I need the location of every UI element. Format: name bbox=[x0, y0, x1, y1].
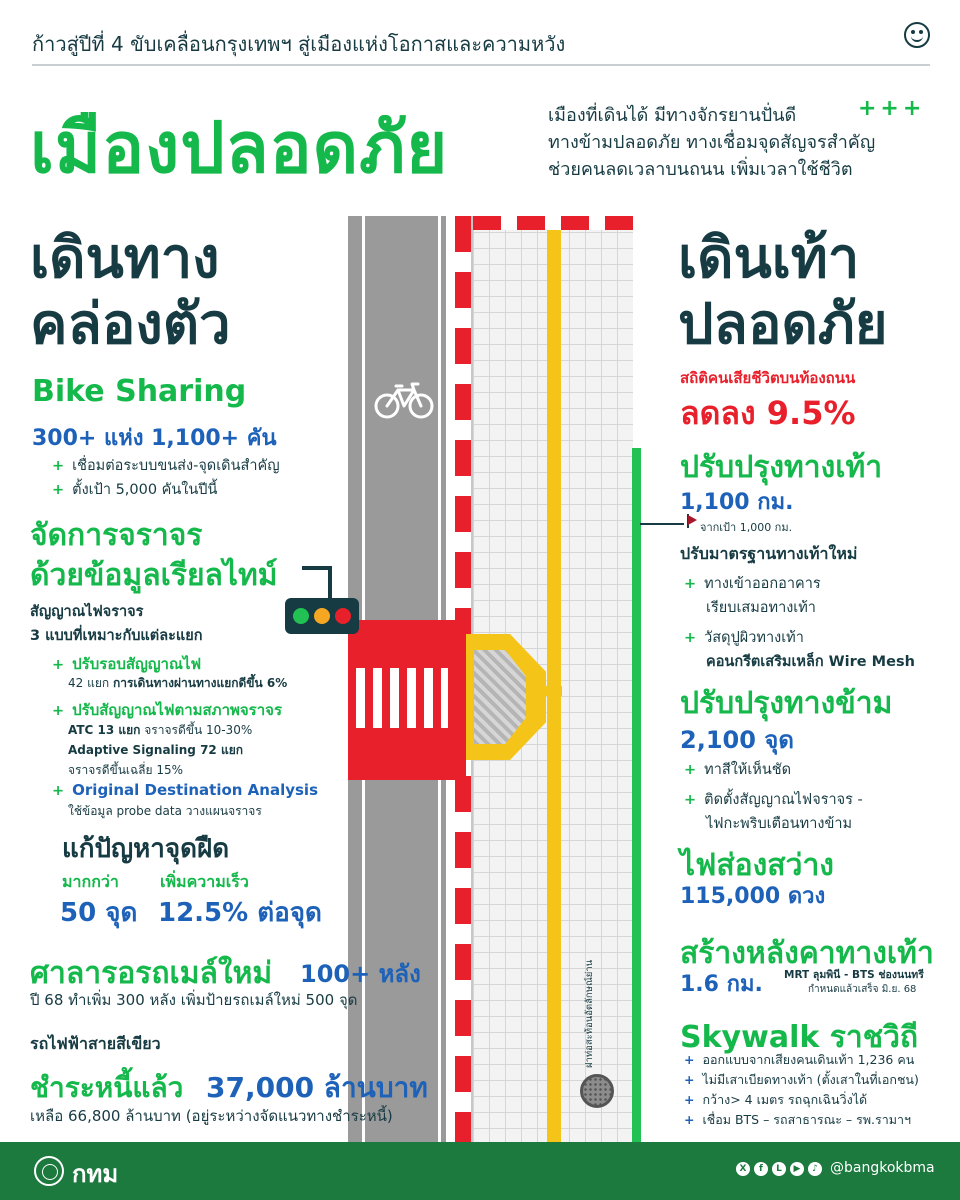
traffic-light-icon bbox=[285, 598, 359, 634]
plus-icon: + bbox=[684, 1072, 695, 1087]
traffic-item-adaptive-signal: + ปรับสัญญาณไฟตามสภาพจราจร bbox=[52, 701, 282, 719]
hero-title: เมืองปลอดภัย bbox=[30, 107, 449, 189]
amber-light bbox=[314, 608, 330, 624]
header-title: ก้าวสู่ปีที่ 4 ขับเคลื่อนกรุงเทพฯ สู่เมืองแห่งโอกาสและความหวัง bbox=[32, 32, 566, 56]
sidewalk-standard-title: ปรับมาตรฐานทางเท้าใหม่ bbox=[680, 544, 858, 563]
bus-shelter-count: 100+ หลัง bbox=[300, 960, 421, 988]
facebook-icon[interactable]: f bbox=[754, 1162, 768, 1176]
sidewalk-improvement-title: ปรับปรุงทางเท้า bbox=[680, 450, 883, 485]
bottleneck-speed-value: 12.5% ต่อจุด bbox=[158, 898, 322, 928]
plus-icon: + bbox=[684, 1092, 695, 1107]
manhole-cover-icon bbox=[580, 1074, 614, 1108]
green-line-label: รถไฟฟ้าสายสีเขียว bbox=[30, 1034, 161, 1053]
green-line-remaining: เหลือ 66,800 ล้านบาท (อยู่ระหว่างจัดแนวทางชำระหนี้) bbox=[30, 1107, 393, 1125]
red-light bbox=[335, 608, 351, 624]
crossing-count: 2,100 จุด bbox=[680, 726, 794, 754]
list-item: + วัสดุปูผิวทางเท้า คอนกรีตเสริมเหล็ก Wire Mesh bbox=[684, 630, 915, 670]
list-item: + ไม่มีเสาเบียดทางเท้า (ตั้งเสาในที่เอกชน) bbox=[684, 1072, 919, 1087]
bottleneck-speed-label: เพิ่มความเร็ว bbox=[160, 872, 249, 891]
plus-icon: + bbox=[684, 792, 697, 808]
road-death-value: ลดลง 9.5% bbox=[680, 394, 856, 432]
street-light-count: 115,000 ดวง bbox=[680, 884, 826, 909]
traffic-item-detail: 42 แยก การเดินทางผ่านทางแยกดีขึ้น 6% bbox=[68, 676, 288, 690]
plus-icon: + bbox=[52, 458, 65, 474]
list-item: + ติดตั้งสัญญาณไฟจราจร - ไฟกะพริบเตือนทางข้าม bbox=[684, 792, 863, 832]
hero-description-line: ทางข้ามปลอดภัย ทางเชื่อมจุดสัญจรสำคัญ bbox=[548, 132, 876, 153]
plus-icon: + bbox=[684, 762, 697, 778]
traffic-light-pole bbox=[302, 566, 332, 600]
smiley-icon bbox=[904, 22, 930, 48]
green-progress-line bbox=[632, 448, 641, 1142]
list-item: + ทาสีให้เห็นชัด bbox=[684, 762, 792, 778]
list-item: + กว้าง> 4 เมตร รถฉุกเฉินวิ่งได้ bbox=[684, 1092, 868, 1107]
left-section-heading bbox=[30, 226, 231, 358]
sidewalk-roof-title: สร้างหลังคาทางเท้า bbox=[680, 936, 934, 971]
plus-icon: + bbox=[52, 783, 65, 799]
plus-icon: + bbox=[684, 1052, 695, 1067]
street-light-title: ไฟส่องสว่าง bbox=[680, 848, 834, 883]
plus-icon: + bbox=[684, 576, 697, 592]
plus-icon: + bbox=[52, 703, 65, 719]
list-item: + ตั้งเป้า 5,000 คันในปีนี้ bbox=[52, 482, 218, 498]
bicycle-icon bbox=[374, 380, 434, 420]
traffic-signal-description: สัญญาณไฟจราจร 3 แบบที่เหมาะกับแต่ละแยก bbox=[30, 604, 203, 644]
skywalk-title: Skywalk ราชวิถี bbox=[680, 1020, 919, 1055]
bus-shelter-title: ศาลารอรถเมล์ใหม่ bbox=[30, 956, 273, 991]
bike-sharing-stat: 300+ แห่ง 1,100+ คัน bbox=[32, 426, 277, 451]
hero-description-line: ช่วยคนลดเวลาบนถนน เพิ่มเวลาใช้ชีวิต bbox=[548, 159, 853, 180]
right-heading-line: ปลอดภัย bbox=[678, 292, 888, 357]
road-death-label: สถิติคนเสียชีวิตบนท้องถนน bbox=[680, 369, 856, 387]
green-light bbox=[293, 608, 309, 624]
sidewalk-standard-bullets bbox=[684, 572, 915, 680]
social-icons bbox=[736, 1162, 822, 1176]
header-divider bbox=[32, 64, 930, 66]
bike-sharing-title: Bike Sharing bbox=[32, 374, 247, 409]
plus-icon: + bbox=[52, 482, 65, 498]
green-line-paid-amount: 37,000 ล้านบาท bbox=[206, 1071, 428, 1104]
traffic-item-od-analysis: + Original Destination Analysis bbox=[52, 781, 319, 799]
hero-description-line: เมืองที่เดินได้ มีทางจักรยานปั่นดี bbox=[548, 105, 797, 126]
traffic-management-title: จัดการจราจร ด้วยข้อมูลเรียลไทม์ bbox=[30, 518, 278, 593]
bus-shelter-description: ปี 68 ทำเพิ่ม 300 หลัง เพิ่มป้ายรถเมล์ใหม่ 500 จุด bbox=[30, 991, 358, 1009]
plus-icon: + bbox=[684, 1112, 695, 1127]
right-section-heading bbox=[678, 226, 888, 358]
plus-icon: + bbox=[684, 630, 697, 646]
bike-sharing-bullets bbox=[52, 454, 280, 502]
hero-description bbox=[548, 102, 875, 183]
sidewalk-km-value: 1,100 กม. bbox=[680, 490, 794, 515]
green-line-paid-label: ชำระหนี้แล้ว bbox=[30, 1071, 184, 1104]
left-heading-line: คล่องตัว bbox=[30, 292, 231, 357]
traffic-item-detail: ATC 13 แยก จราจรดีขึ้น 10-30% Adaptive Signaling 72 แยก จราจรดีขึ้นเฉลี่ย 15% bbox=[68, 723, 253, 777]
skywalk-bullets bbox=[684, 1050, 919, 1130]
sidewalk-roof-km: 1.6 กม. bbox=[680, 972, 763, 997]
list-item: + เชื่อม BTS – รถสาธารณะ – รพ.รามาฯ bbox=[684, 1112, 912, 1127]
target-marker-line bbox=[640, 523, 684, 525]
ramp-connector bbox=[544, 686, 562, 696]
zebra-stripes bbox=[356, 668, 448, 728]
youtube-icon[interactable]: ▶ bbox=[790, 1162, 804, 1176]
traffic-item-signal-cycle: + ปรับรอบสัญญาณไฟ bbox=[52, 655, 202, 673]
right-heading-line: เดินเท้า bbox=[678, 226, 860, 291]
bottleneck-count-label: มากกว่า bbox=[62, 872, 119, 891]
list-item: + ออกแบบจากเสียงคนเดินเท้า 1,236 คน bbox=[684, 1052, 915, 1067]
hero-plus-decoration: +++ bbox=[858, 96, 926, 121]
manhole-label: ฝาท่อสะท้อนอัตลักษณ์ย่าน bbox=[584, 959, 595, 1068]
plus-icon: + bbox=[52, 657, 65, 673]
sidewalk-target-label: จากเป้า 1,000 กม. bbox=[700, 521, 793, 534]
top-curb-stripes bbox=[473, 216, 633, 230]
tiktok-icon[interactable]: ♪ bbox=[808, 1162, 822, 1176]
list-item: + เชื่อมต่อระบบขนส่ง-จุดเดินสำคัญ bbox=[52, 458, 280, 474]
footer-org-name: กทม bbox=[72, 1160, 119, 1188]
crossing-improvement-title: ปรับปรุงทางข้าม bbox=[680, 686, 893, 721]
list-item: + ทางเข้าออกอาคาร เรียบเสมอทางเท้า bbox=[684, 576, 821, 616]
line-icon[interactable]: L bbox=[772, 1162, 786, 1176]
crossing-bullets bbox=[684, 758, 863, 836]
bma-logo-icon bbox=[34, 1156, 64, 1186]
bottleneck-count-value: 50 จุด bbox=[60, 898, 138, 928]
bottleneck-title: แก้ปัญหาจุดฝืด bbox=[62, 834, 230, 864]
x-icon[interactable]: X bbox=[736, 1162, 750, 1176]
traffic-item-detail: ใช้ข้อมูล probe data วางแผนจราจร bbox=[68, 804, 262, 818]
social-handle[interactable]: @bangkokbma bbox=[830, 1160, 935, 1176]
left-heading-line: เดินทาง bbox=[30, 226, 220, 291]
sidewalk-roof-route: MRT ลุมพินี - BTS ช่องนนทรี bbox=[784, 969, 924, 981]
sidewalk-roof-deadline: กำหนดแล้วเสร็จ มิ.ย. 68 bbox=[808, 984, 917, 995]
